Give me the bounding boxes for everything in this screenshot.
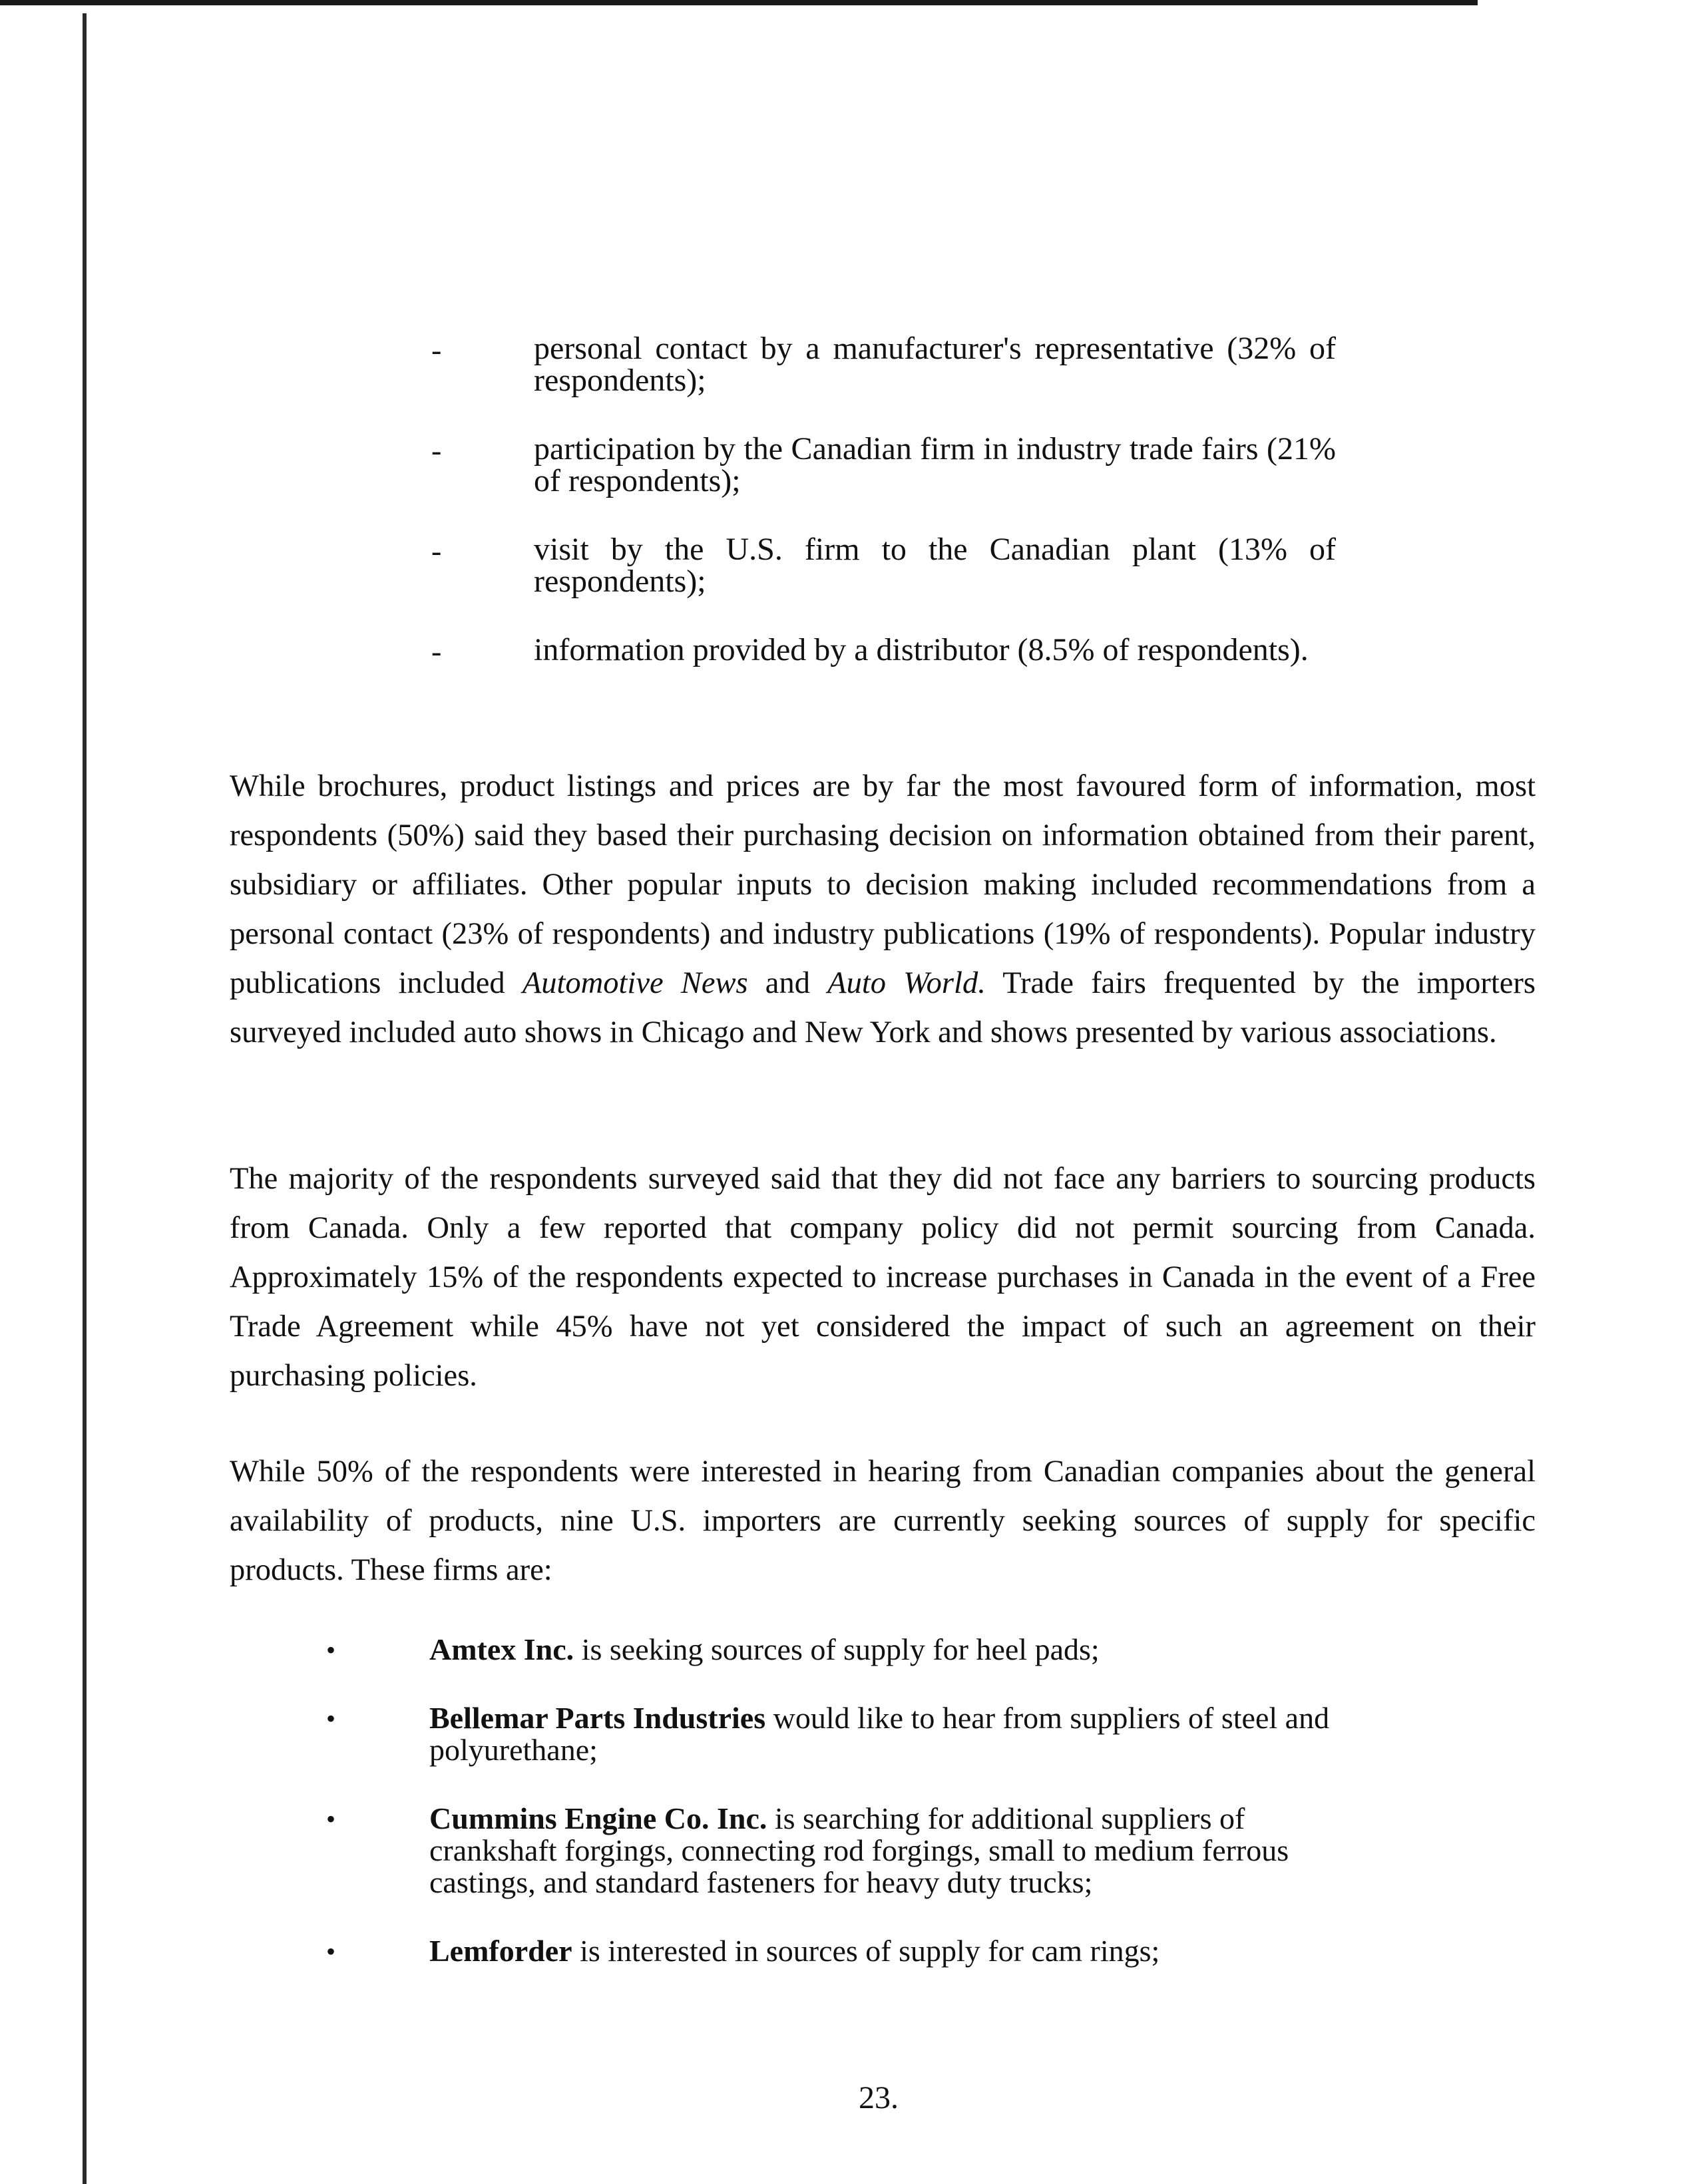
paragraph-information-sources xyxy=(230,762,1536,1057)
list-item-text: information provided by a distributor (8.5% of respondents). xyxy=(534,632,1309,667)
bullet-icon: • xyxy=(326,1936,336,1966)
firms-list xyxy=(0,1634,1682,2004)
paragraph-interest: While 50% of the respondents were interested in hearing from Canadian companies about the general availability of products, nine U.S. importers are currently seeking sources of supply for specific products. These firms are: xyxy=(230,1455,1536,1587)
list-item xyxy=(0,333,1682,397)
dash-marker: - xyxy=(431,634,442,668)
firm-name: Cummins Engine Co. Inc. xyxy=(429,1801,767,1835)
paragraph-barriers: The majority of the respondents surveyed said that they did not face any barriers to sourcing products from Canada. Only a few reported that company policy did not permit sourcing from Canada. Approximately 15% of the respondents expected to increase purchases in Canada in the event of a Free Trade Agreement while 45% have not yet considered the impact of such an agreement on their purchasing policies. xyxy=(230,1162,1536,1393)
bullet-icon: • xyxy=(326,1635,336,1665)
firm-entry xyxy=(429,1803,1335,1899)
list-item-text: visit by the U.S. firm to the Canadian plant (13% of respondents); xyxy=(534,532,1336,599)
page-number: 23. xyxy=(859,2080,899,2115)
paragraph-text: Trade fairs frequented by the importers surveyed included auto shows in Chicago and New York and shows presented by various associations. xyxy=(230,966,1536,1049)
dash-marker: - xyxy=(431,333,442,367)
firm-description: is interested in sources of supply for cam rings; xyxy=(572,1934,1160,1968)
dash-marker: - xyxy=(431,433,442,467)
list-item xyxy=(0,534,1682,598)
list-item xyxy=(0,634,1682,666)
firm-name: Bellemar Parts Industries xyxy=(429,1701,766,1735)
bullet-icon: • xyxy=(326,1704,336,1733)
paragraph-text: and xyxy=(747,966,828,1000)
firm-description: is searching for additional suppliers of crankshaft forgings, connecting rod forgings, small to medium ferrous castings, and standard fasteners for heavy duty trucks; xyxy=(429,1801,1289,1899)
publication-title: Auto World. xyxy=(827,966,986,1000)
list-item xyxy=(0,1702,1682,1766)
list-item-text: participation by the Canadian firm in industry trade fairs (21% of respondents); xyxy=(534,431,1336,498)
dash-list xyxy=(0,333,1682,703)
scan-top-edge xyxy=(0,0,1478,5)
firm-entry xyxy=(429,1634,1335,1666)
list-item xyxy=(0,1634,1682,1666)
publication-title: Automotive News xyxy=(522,966,748,1000)
firm-entry xyxy=(429,1702,1335,1766)
list-item xyxy=(0,1803,1682,1899)
bullet-icon: • xyxy=(326,1804,336,1834)
list-item xyxy=(0,1935,1682,1967)
firm-name: Amtex Inc. xyxy=(429,1632,574,1666)
firm-entry xyxy=(429,1935,1335,1967)
dash-marker: - xyxy=(431,534,442,568)
firm-description: would like to hear from suppliers of steel and polyurethane; xyxy=(429,1701,1330,1767)
list-item xyxy=(0,433,1682,497)
list-item-text: personal contact by a manufacturer's representative (32% of respondents); xyxy=(534,331,1336,398)
paragraph-text: While brochures, product listings and prices are by far the most favoured form of information, most respondents (50%) said they based their purchasing decision on information obtained from their parent, subsidiary or affiliates. Other popular inputs to decision making included recommendations from a personal contact (23% of respondents) and industry publications (19% of respondents). Popular industry publications included xyxy=(230,769,1536,1000)
firm-name: Lemforder xyxy=(429,1934,572,1968)
firm-description: is seeking sources of supply for heel pads; xyxy=(574,1632,1100,1666)
